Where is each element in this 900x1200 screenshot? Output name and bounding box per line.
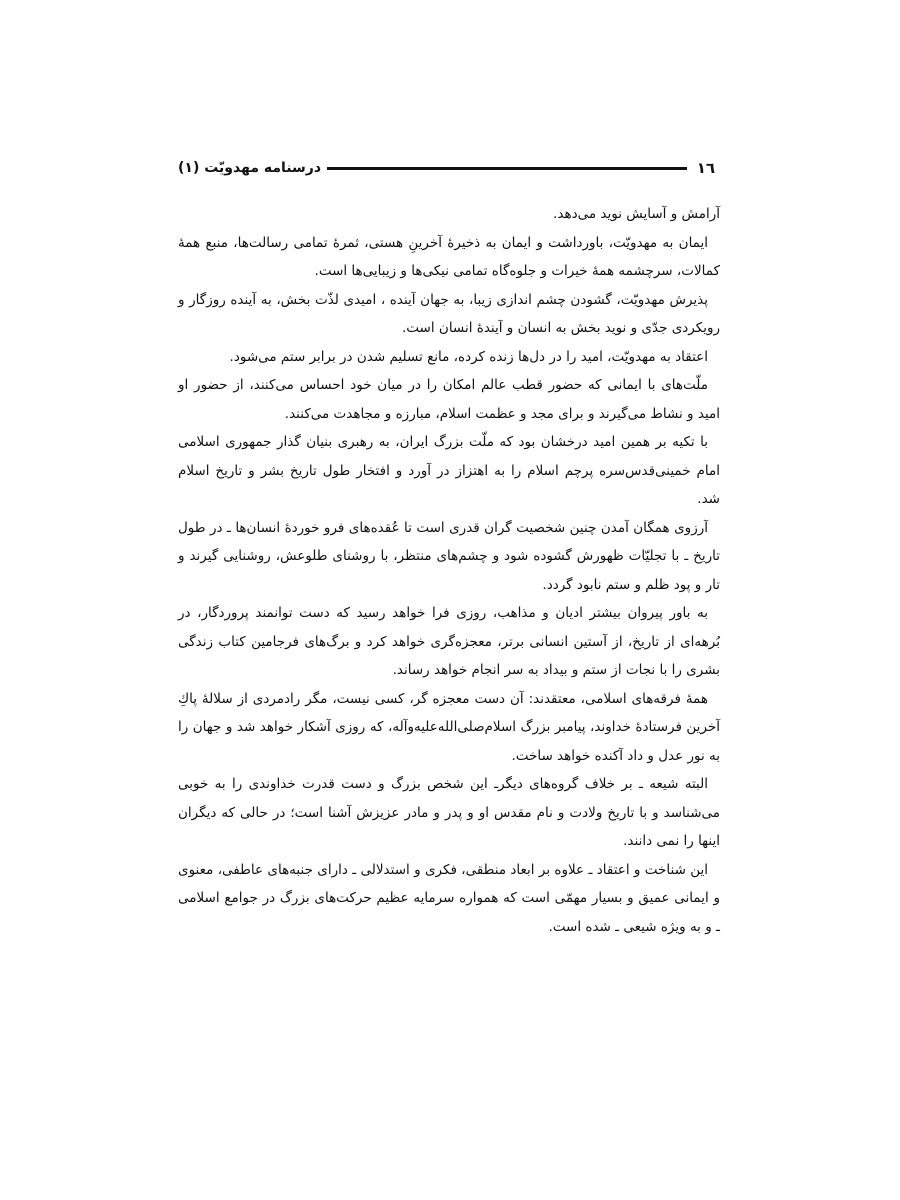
paragraph: پذيرش مهدويّت، گشودن چشم اندازى زيبا، به جهان آينده ، اميدى لذّت بخش، به آينده روزگار و رويكردى جدّى و نويد بخش به انسان و آيندۀ انسان است. — [178, 291, 720, 336]
paragraph: همۀ فرقه‌هاى اسلامى، معتقدند: آن دست معجزه گر، كسى نيست، مگر رادمردى از سلالۀ پاكِ آخرين فرستادۀ خداوند، پيامبر بزرگ اسلام‌صلى‌الله‌عليه‌وآله، كه روزى آشكار خواهد شد و جهان را به نور عدل و داد آكنده خواهد ساخت. — [178, 690, 720, 764]
header-rule — [327, 167, 687, 170]
paragraph: به باور پيروان بيشتر اديان و مذاهب، روزى فرا خواهد رسيد كه دست توانمند پروردگار، در بُرهه‌اى از تاريخ، از آستين انسانى برتر، معجزه‌گرى خواهد كرد و برگ‌هاى فرجامين كتاب زندگى بشرى را با نجات از ستم و بيداد به سر انجام خواهد رساند. — [178, 605, 720, 678]
paragraph: البته شيعه ـ بر خلاف گروه‌هاى ديگرـ اين شخص بزرگ و دست قدرت خداوندى را به خوبى مى‌شناسد و با تاريخ ولادت و نام مقدس او و پدر و مادر عزيزش آشنا است؛ در حالى كه ديگران اينها را نمى دانند. — [178, 776, 720, 849]
paragraph: ملّت‌هاى با ايمانى كه حضور قطب عالم امكان را در ميان خود احساس مى‌كنند، از حضور او اميد و نشاط مى‌گيرند و براى مجد و عظمت اسلام، مبارزه و مجاهدت مى‌كنند. — [178, 377, 720, 422]
paragraph: ايمان به مهدويّت، باورداشت و ايمان به ذخيرۀ آخرينِ هستى، ثمرۀ تمامى رسالت‌ها، منبع همۀ كمالات، سرچشمه همۀ خيرات و جلوه‌گاه تمامى نيكى‌ها و زيبايى‌ها است. — [178, 234, 720, 279]
paragraph: اين شناخت و اعتقاد ـ علاوه بر ابعاد منطقى، فكرى و استدلالى ـ داراى جنبه‌هاى عاطفى، معنوى و ايمانى عميق و بسيار مهمّى است كه همواره سرمايه عظيم حركت‌هاى بزرگ در جوامع اسلامى ـ و به ويژه شيعى ـ شده است. — [178, 861, 720, 935]
paragraph: با تكيه بر همين اميد درخشان بود كه ملّت بزرگ ايران، به رهبرى بنيان گذار جمهورى اسلامى امام خمينى‌قدس‌سره پرچم اسلام را به اهتزاز در آورد و افتخار طول تاريخ بشر و تاريخ اسلام شد. — [178, 434, 720, 507]
book-title: درسنامه مهدويّت (١) — [178, 160, 322, 176]
paragraph: آرزوى همگان آمدن چنين شخصيت گران قدرى است تا عُقده‌هاى فرو خوردۀ انسان‌ها ـ در طول تاريخ ـ با تجليّات ظهورش گشوده شود و چشم‌هاى منتظر، با روشناى طلوعش، روشنايى گيرند و تار و پود ظلم و ستم نابود گردد. — [178, 519, 720, 593]
page-number: ١٦ — [696, 159, 715, 177]
paragraph: آرامش و آسايش نويد مى‌دهد. — [553, 206, 720, 222]
paragraph: اعتقاد به مهدويّت، اميد را در دل‌ها زنده كرده، مانع تسليم شدن در برابر ستم مى‌شود. — [229, 348, 708, 365]
body-text — [178, 200, 720, 941]
running-header — [178, 156, 715, 180]
